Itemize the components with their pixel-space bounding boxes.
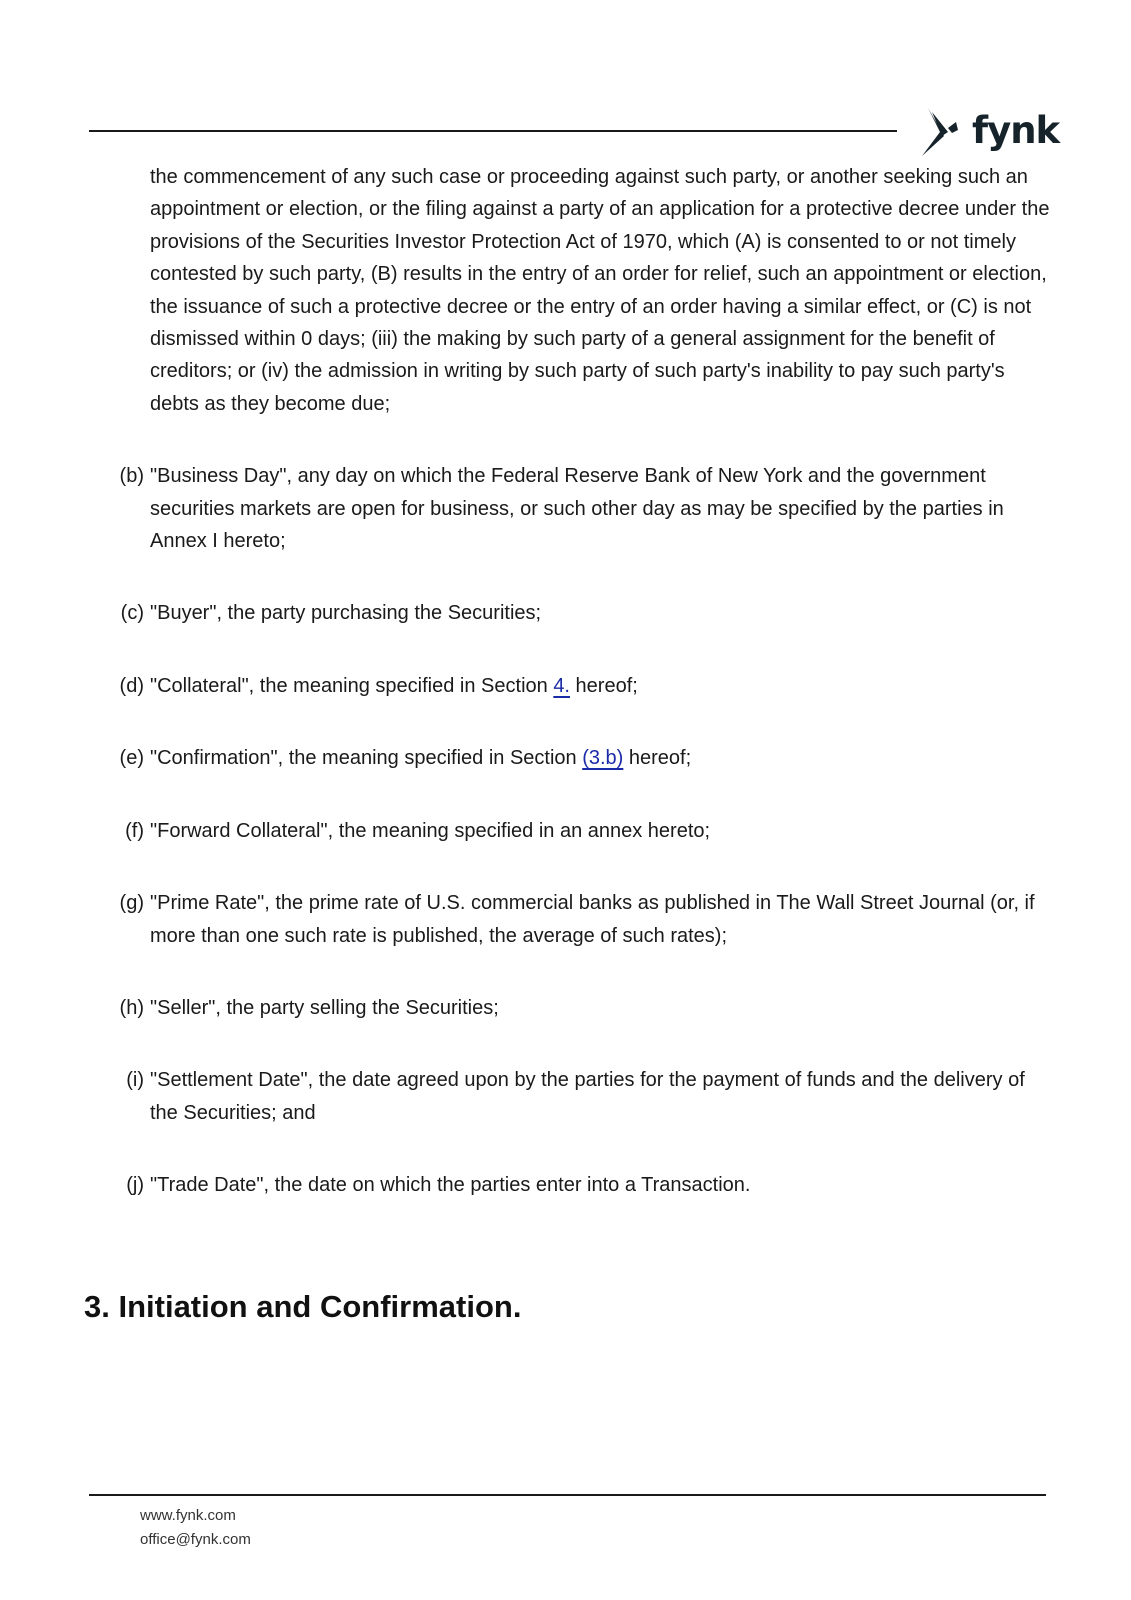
definition-text: "Seller", the party selling the Securities;	[150, 996, 499, 1019]
definition-text: "Settlement Date", the date agreed upon by the parties for the payment of funds and the delivery of the Securities; and	[150, 1069, 1025, 1124]
footer-email: office@fynk.com	[140, 1531, 251, 1548]
definition-j	[126, 1169, 1056, 1201]
list-marker: (f)	[125, 819, 144, 842]
list-marker: (i)	[126, 1069, 144, 1092]
definition-text: "Trade Date", the date on which the parties enter into a Transaction.	[150, 1174, 751, 1197]
bird-icon	[918, 106, 970, 162]
list-marker: (e)	[119, 747, 144, 770]
logo-wordmark: fynk	[972, 108, 1060, 152]
definition-c	[120, 597, 1056, 629]
list-marker: (b)	[119, 465, 144, 488]
list-marker: (h)	[119, 996, 144, 1019]
list-marker: (g)	[119, 892, 144, 915]
definition-e	[119, 742, 1056, 774]
definition-text: "Collateral", the meaning specified in Section	[150, 674, 554, 697]
definition-g	[119, 887, 1056, 952]
header-divider	[89, 130, 897, 132]
document-body	[0, 161, 1131, 1202]
list-marker: (c)	[120, 602, 144, 625]
definition-text: "Buyer", the party purchasing the Securities;	[150, 602, 542, 625]
fynk-logo	[918, 106, 1059, 162]
definition-b	[119, 460, 1056, 557]
section-3b-link[interactable]: (3.b)	[582, 747, 624, 770]
footer	[140, 1504, 251, 1552]
intro-paragraph: the commencement of any such case or proceeding against such party, or another seeking such an appointment or election, or the filing against a party of an application for a protective decree under the provisions of the Securities Investor Protection Act of 1970, which (A) is consented to or not timely contested by such party, (B) results in the entry of an order for relief, such an appointment or election, the issuance of such a protective decree or the entry of an order having a similar effect, or (C) is not dismissed within 0 days; (iii) the making by such party of a general assignment for the benefit of creditors; or (iv) the admission in writing by such party of such party's inability to pay such party's debts as they become due;	[150, 166, 1050, 415]
definition-text: "Prime Rate", the prime rate of U.S. commercial banks as published in The Wall Street Journal (or, if more than one such rate is published, the average of such rates);	[150, 892, 1035, 947]
definition-text-tail: hereof;	[570, 674, 638, 697]
definition-h	[119, 992, 1056, 1024]
definition-f	[125, 815, 1056, 847]
definition-d	[119, 670, 1056, 702]
definition-text: "Confirmation", the meaning specified in Section	[150, 747, 583, 770]
definition-text: "Forward Collateral", the meaning specified in an annex hereto;	[150, 819, 711, 842]
section-4-link[interactable]: 4.	[553, 674, 570, 697]
definition-text: "Business Day", any day on which the Federal Reserve Bank of New York and the government securities markets are open for business, or such other day as may be specified by the parties in Annex I hereto;	[150, 465, 1004, 553]
footer-divider	[89, 1494, 1046, 1496]
list-marker: (j)	[126, 1174, 144, 1197]
list-marker: (d)	[119, 674, 144, 697]
definition-i	[126, 1064, 1056, 1129]
footer-website: www.fynk.com	[140, 1507, 236, 1524]
definition-text-tail: hereof;	[623, 747, 692, 770]
section-heading: 3. Initiation and Confirmation.	[84, 1289, 522, 1324]
